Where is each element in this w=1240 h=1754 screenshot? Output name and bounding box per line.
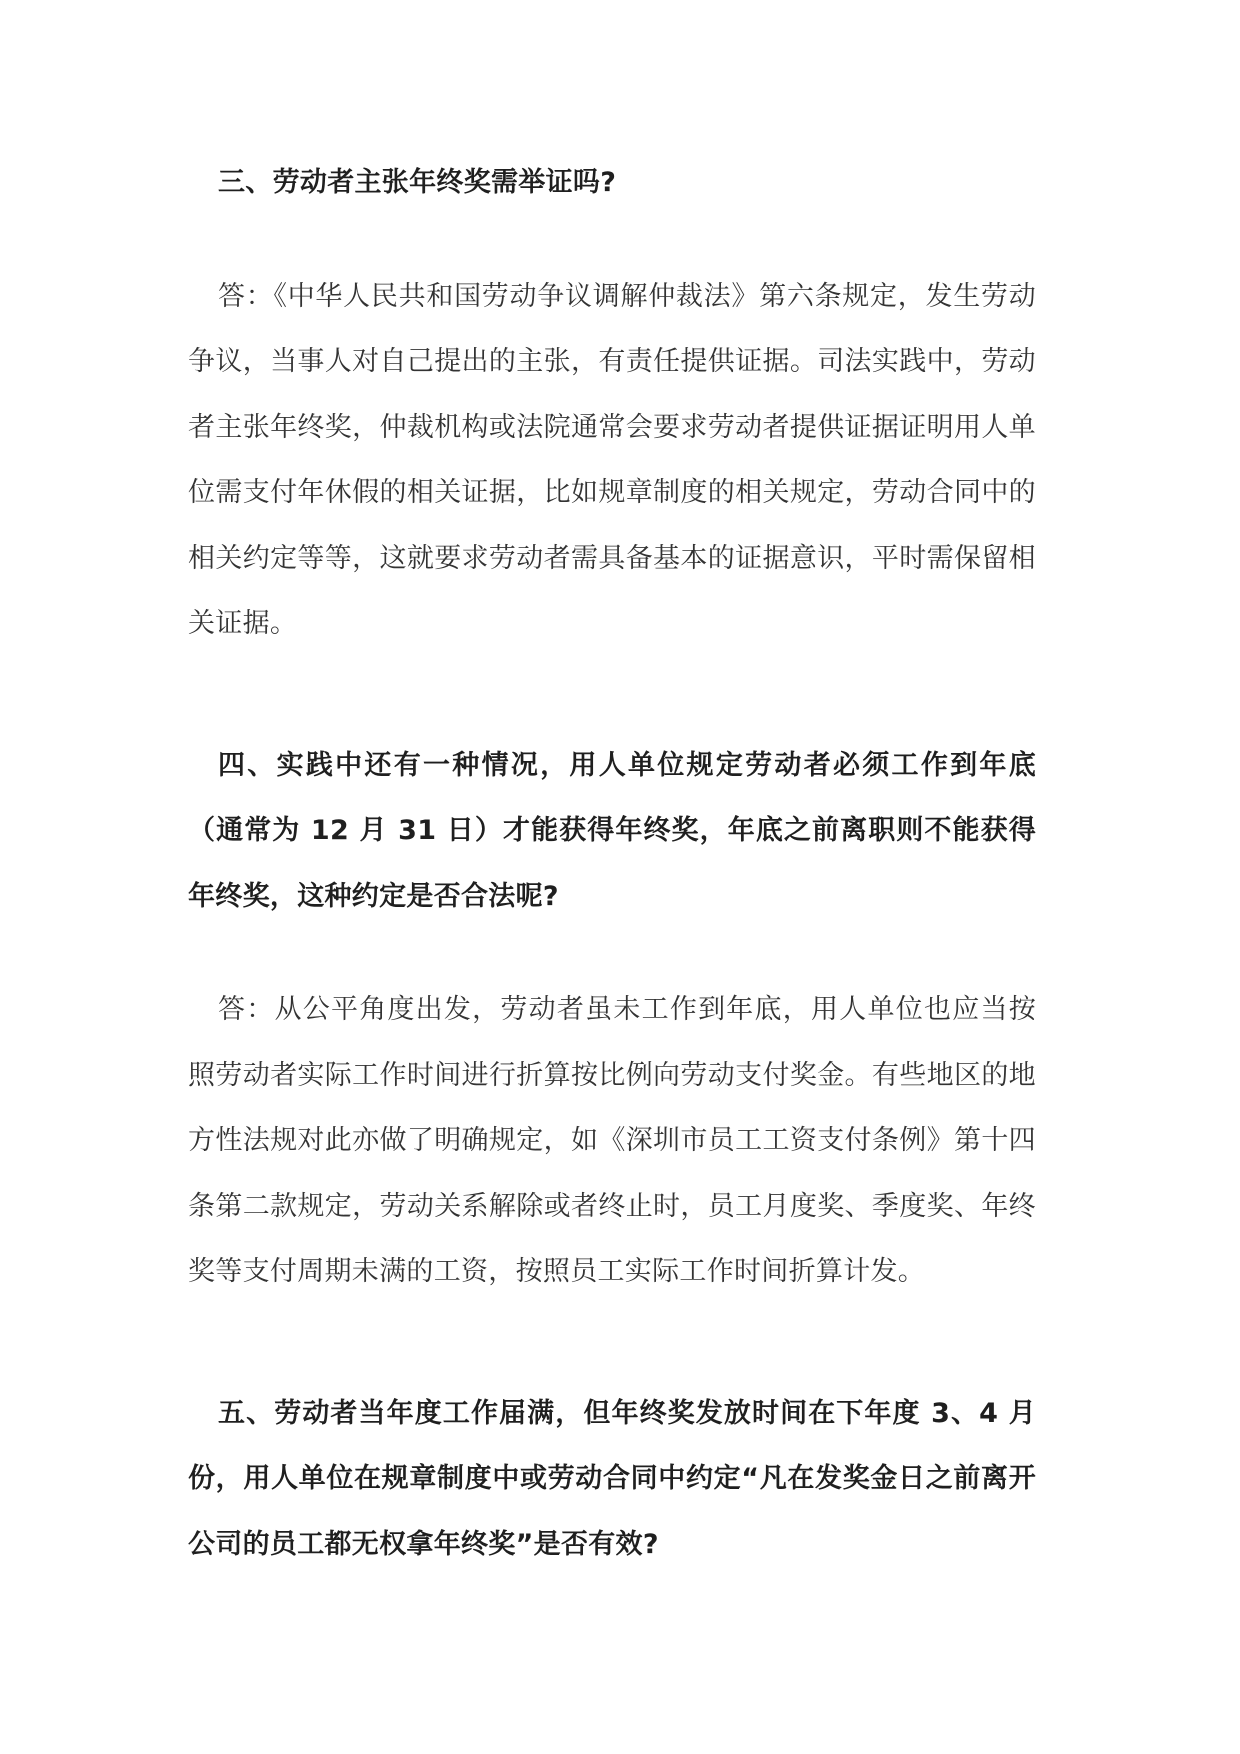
spacer xyxy=(188,216,1036,264)
section-5-question: 五、劳动者当年度工作届满，但年终奖发放时间在下年度 3、4 月份，用人单位在规章制度中或劳动合同中约定“凡在发奖金日之前离开公司的员工都无权拿年终奖”是否有效? xyxy=(188,1397,1036,1560)
section-4-question: 四、实践中还有一种情况，用人单位规定劳动者必须工作到年底（通常为 12 月 31 日）才能获得年终奖，年底之前离职则不能获得年终奖，这种约定是否合法呢? xyxy=(188,749,1036,912)
spacer xyxy=(188,657,1036,733)
spacer xyxy=(188,929,1036,977)
spacer xyxy=(188,1305,1036,1381)
section-4-answer: 答：从公平角度出发，劳动者虽未工作到年底，用人单位也应当按照劳动者实际工作时间进行折算按比例向劳动支付奖金。有些地区的地方性法规对此亦做了明确规定，如《深圳市员工工资支付条例》第十四条第二款规定，劳动关系解除或者终止时，员工月度奖、季度奖、年终奖等支付周期未满的工资，按照员工实际工作时间折算计发。 xyxy=(188,994,1036,1287)
section-3-question: 三、劳动者主张年终奖需举证吗? xyxy=(218,167,617,198)
section-3-answer: 答：《中华人民共和国劳动争议调解仲裁法》第六条规定，发生劳动争议，当事人对自己提出的主张，有责任提供证据。司法实践中，劳动者主张年终奖，仲裁机构或法院通常会要求劳动者提供证据证明用人单位需支付年休假的相关证据，比如规章制度的相关规定，劳动合同中的相关约定等等，这就要求劳动者需具备基本的证据意识，平时需保留相关证据。 xyxy=(188,280,1036,639)
document-body xyxy=(188,150,1036,1577)
